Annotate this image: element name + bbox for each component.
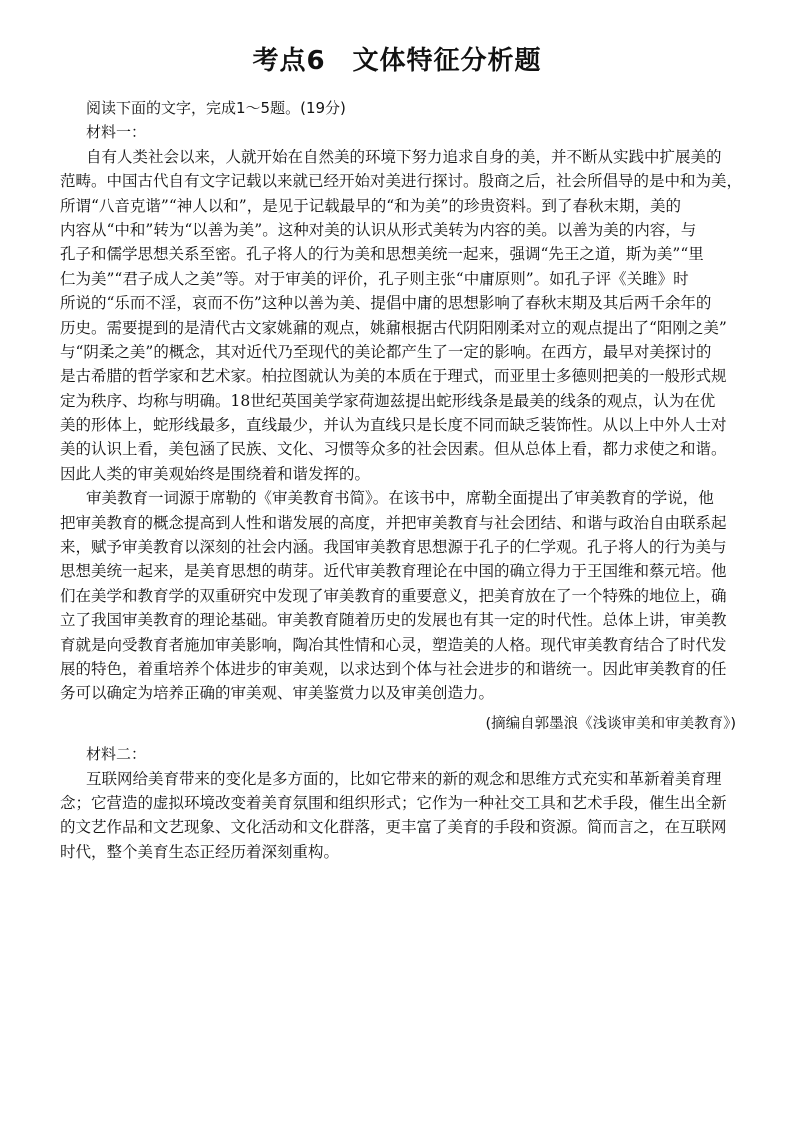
instruction-text: 阅读下面的文字，完成1～5题。(19分) bbox=[86, 99, 346, 117]
material1-heading: 材料一： bbox=[86, 123, 147, 142]
paragraph-line: 展的特色，着重培养个体进步的审美观，以求达到个体与社会进步的和谐统一。因此审美教育的任 bbox=[60, 659, 727, 678]
material1-source: (摘编自郭墨浪《浅谈审美和审美教育》) bbox=[485, 715, 736, 732]
material2-heading: 材料二： bbox=[86, 745, 147, 764]
page-title: 考点6 文体特征分析题 bbox=[252, 46, 542, 76]
paragraph-line: 美的认识上看，美包涵了民族、文化、习惯等众多的社会因素。但从总体上看，都力求使之和谐。 bbox=[60, 440, 727, 459]
paragraph-line: 美的形体上，蛇形线最多，直线最少，并认为直线只是长度不同而缺乏装饰性。从以上中外人士对 bbox=[60, 416, 727, 435]
paragraph-line: 来，赋予审美教育以深刻的社会内涵。我国审美教育思想源于孔子的仁学观。孔子将人的行为美与 bbox=[60, 538, 727, 557]
paragraph-line: 们在美学和教育学的双重研究中发现了审美教育的重要意义，把美育放在了一个特殊的地位上，确 bbox=[60, 586, 727, 605]
paragraph-line: 仁为美”“君子成人之美”等。对于审美的评价，孔子则主张“中庸原则”。如孔子评《关雎》时 bbox=[60, 269, 689, 288]
paragraph-line: 内容从“中和”转为“以善为美”。这种对美的认识从形式美转为内容的美。以善为美的内容，与 bbox=[60, 220, 697, 239]
paragraph-line: 把审美教育的概念提高到人性和谐发展的高度，并把审美教育与社会团结、和谐与政治自由联系起 bbox=[60, 513, 727, 532]
paragraph-line: 审美教育一词源于席勒的《审美教育书简》。在该书中，席勒全面提出了审美教育的学说，他 bbox=[86, 489, 714, 508]
paragraph-line: 因此人类的审美观始终是围绕着和谐发挥的。 bbox=[60, 464, 371, 483]
paragraph-line: 育就是向受教育者施加审美影响，陶冶其性情和心灵，塑造美的人格。现代审美教育结合了时代发 bbox=[60, 635, 727, 654]
material1-paragraph-1 bbox=[60, 145, 743, 486]
paragraph-line: 思想美统一起来，是美育思想的萌芽。近代审美教育理论在中国的确立得力于王国维和蔡元培。他 bbox=[60, 562, 727, 581]
material2-paragraph-1 bbox=[60, 767, 740, 865]
paragraph-line: 念；它营造的虚拟环境改变着美育氛围和组织形式；它作为一种社交工具和艺术手段，催生出全新 bbox=[60, 793, 727, 812]
paragraph-line: 互联网给美育带来的变化是多方面的，比如它带来的新的观念和思维方式充实和革新着美育理 bbox=[86, 769, 722, 788]
paragraph-line: 时代，整个美育生态正经历着深刻重构。 bbox=[60, 842, 340, 861]
document-body bbox=[60, 96, 743, 864]
paragraph-line: 自有人类社会以来，人就开始在自然美的环境下努力追求自身的美，并不断从实践中扩展美的 bbox=[86, 147, 722, 166]
paragraph-line: 所说的“乐而不淫，哀而不伤”这种以善为美、提倡中庸的思想影响了春秋末期及其后两千余年的 bbox=[60, 294, 712, 313]
paragraph-line: 务可以确定为培养正确的审美观、审美鉴赏力以及审美创造力。 bbox=[60, 684, 495, 703]
paragraph-line: 历史。需要提到的是清代古文家姚鼐的观点，姚鼐根据古代阴阳刚柔对立的观点提出了“阳刚之美” bbox=[60, 318, 727, 337]
paragraph-line: 所谓“八音克谐”“神人以和”，是见于记载最早的“和为美”的珍贵资料。到了春秋末期，美的 bbox=[60, 196, 682, 215]
paragraph-line: 范畴。中国古代自有文字记载以来就已经开始对美进行探讨。殷商之后，社会所倡导的是中和为美， bbox=[60, 172, 743, 191]
paragraph-line: 是古希腊的哲学家和艺术家。柏拉图就认为美的本质在于理式，而亚里士多德则把美的一般形式规 bbox=[60, 367, 727, 386]
paragraph-line: 定为秩序、均称与明确。18世纪英国美学家荷迦兹提出蛇形线条是最美的线条的观点，认为在优 bbox=[60, 391, 716, 410]
paragraph-line: 孔子和儒学思想关系至密。孔子将人的行为美和思想美统一起来，强调“先王之道，斯为美”“里 bbox=[60, 245, 704, 264]
paragraph-line: 与“阴柔之美”的概念，其对近代乃至现代的美论都产生了一定的影响。在西方，最早对美探讨的 bbox=[60, 342, 712, 361]
paragraph-line: 立了我国审美教育的理论基础。审美教育随着历史的发展也有其一定的时代性。总体上讲，审美教 bbox=[60, 611, 727, 630]
material1-paragraph-2 bbox=[60, 486, 740, 706]
paragraph-line: 的文艺作品和文艺现象、文化活动和文化群落，更丰富了美育的手段和资源。简而言之，在互联网 bbox=[60, 818, 727, 837]
